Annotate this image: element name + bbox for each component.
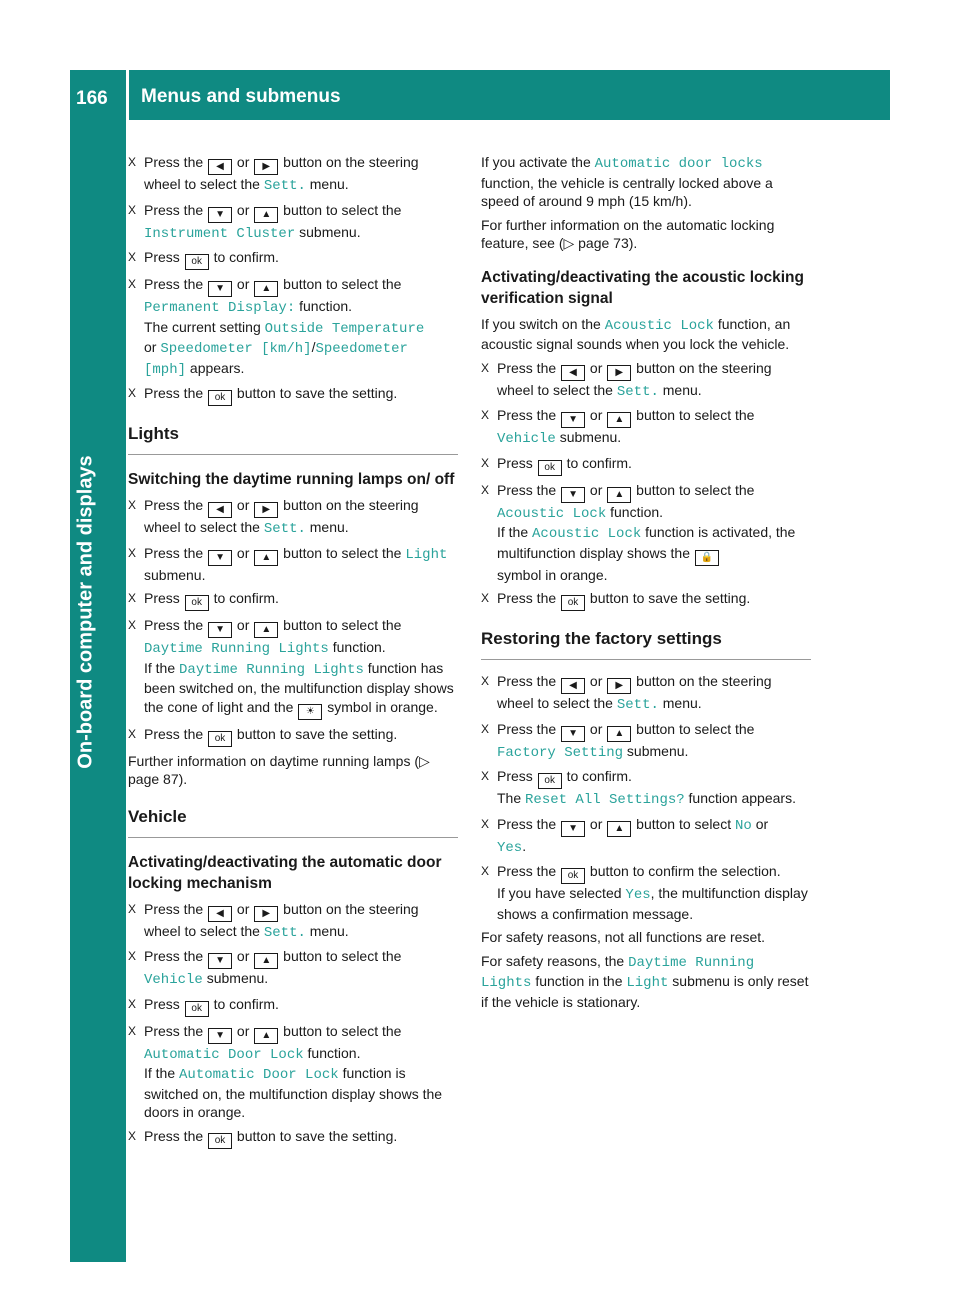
menu-code-automatic-door-lock: Automatic Door Lock (179, 1067, 339, 1083)
left-arrow-key-icon: ◀ (561, 678, 585, 694)
step-select-vehicle-submenu: X Press the ▼ or ▲ button to select the Vehicle submenu. (128, 948, 402, 988)
ok-key-icon: ok (185, 595, 209, 611)
step-marker-icon: X (481, 816, 490, 831)
ok-key-icon: ok (208, 1133, 232, 1149)
ok-key-icon: ok (561, 868, 585, 884)
step-confirm: X Press ok to confirm. (128, 995, 458, 1017)
right-arrow-key-icon: ▶ (254, 159, 278, 175)
subheading-automatic-door-locking: Activating/deactivating the automatic door locking mechanism (128, 853, 442, 892)
step-marker-icon: X (128, 202, 137, 217)
step-marker-icon: X (128, 545, 137, 560)
right-arrow-key-icon: ▶ (254, 906, 278, 922)
step-confirm: X Press ok to confirm. (128, 248, 458, 270)
lock-icon: 🔒 (695, 550, 719, 566)
up-arrow-key-icon: ▲ (254, 622, 278, 638)
step-marker-icon: X (128, 996, 137, 1011)
down-arrow-key-icon: ▼ (208, 281, 232, 297)
menu-code-no: No (735, 817, 752, 834)
menu-code-outside-temperature: Outside Temperature (264, 320, 425, 337)
step-select-yes-no: X Press the ▼ or ▲ button to select No or Yes. (481, 815, 769, 856)
menu-code-instrument-cluster: Instrument Cluster (144, 225, 296, 242)
up-arrow-key-icon: ▲ (254, 550, 278, 566)
down-arrow-key-icon: ▼ (561, 821, 585, 837)
step-select-sett-menu: X Press the ◀ or ▶ button on the steering wheel to select the Sett. menu. (128, 154, 419, 194)
menu-code-daytime-running-lights: Daytime Running Lights (144, 641, 329, 657)
step-marker-icon: X (128, 386, 137, 400)
menu-code-daytime-running-lights: Daytime Running Lights (179, 661, 364, 678)
right-arrow-key-icon: ▶ (254, 502, 278, 518)
up-arrow-key-icon: ▲ (254, 207, 278, 223)
step-save-setting: X Press the ok button to save the setting. (128, 1127, 458, 1149)
menu-code-sett: Sett. (263, 521, 306, 537)
step-marker-icon: X (128, 1128, 137, 1143)
up-arrow-key-icon: ▲ (254, 1028, 278, 1044)
step-marker-icon: X (128, 250, 137, 264)
step-marker-icon: X (128, 591, 137, 605)
menu-code-automatic-door-locks: Automatic door locks (594, 156, 763, 172)
ok-key-icon: ok (208, 390, 232, 406)
menu-code-light: Light (405, 546, 448, 563)
side-tab-title: On-board computer and displays (74, 455, 97, 769)
step-marker-icon: X (128, 901, 137, 916)
step-select-sett-menu: X Press the ◀ or ▶ button on the steering wheel to select the Sett. menu. (481, 359, 772, 400)
step-select-permanent-display: X Press the ▼ or ▲ button to select the Permanent Display: function. The current setting Outside Temperature or Speedometer [km/h]/Speedometer [mph] appears. (128, 276, 425, 378)
step-marker-icon: X (128, 618, 137, 632)
side-tab-marker (70, 866, 126, 922)
step-select-vehicle-submenu: X Press the ▼ or ▲ button to select the Vehicle submenu. (481, 407, 755, 447)
up-arrow-key-icon: ▲ (607, 412, 631, 428)
step-marker-icon: X (481, 591, 490, 605)
step-save-setting: X Press the ok button to save the setting. (481, 589, 811, 611)
step-select-sett-menu: X Press the ◀ or ▶ button on the steering wheel to select the Sett. menu. (128, 900, 419, 941)
step-marker-icon: X (128, 155, 137, 169)
left-arrow-key-icon: ◀ (561, 365, 585, 381)
subheading-daytime-running-lamps: Switching the daytime running lamps on/ off (128, 471, 455, 488)
page-number: 166 (76, 88, 108, 109)
step-select-daytime-running-lights: X Press the ▼ or ▲ button to select the Daytime Running Lights function. If the Daytime Running Lights function has been switched on, the multifunction display shows the cone of light and the ☀ symbol in orange. (128, 616, 458, 720)
down-arrow-key-icon: ▼ (208, 550, 232, 566)
step-confirm: X Press ok to confirm. (481, 454, 811, 476)
down-arrow-key-icon: ▼ (208, 207, 232, 223)
right-arrow-key-icon: ▶ (607, 678, 631, 694)
menu-code-sett: Sett. (263, 178, 306, 194)
step-save-setting: X Press the ok button to save the setting. (128, 384, 458, 406)
menu-code-reset-all-settings: Reset All Settings? (525, 792, 685, 808)
menu-code-acoustic-lock: Acoustic Lock (532, 526, 642, 542)
step-marker-icon: X (481, 769, 490, 783)
step-select-sett-menu: X Press the ◀ or ▶ button on the steering wheel to select the Sett. menu. (128, 497, 419, 537)
safety-note: For safety reasons, not all functions are reset. (481, 929, 766, 945)
right-column (481, 153, 811, 1016)
menu-code-vehicle: Vehicle (497, 431, 556, 447)
section-heading-vehicle: Vehicle (128, 807, 458, 838)
step-confirm-reset: X Press ok to confirm. The Reset All Settings? function appears. (481, 768, 796, 808)
step-select-factory-setting: X Press the ▼ or ▲ button to select the Factory Setting submenu. (481, 720, 755, 761)
light-cone-icon: ☀ (298, 704, 322, 720)
step-marker-icon: X (128, 726, 137, 741)
left-arrow-key-icon: ◀ (208, 502, 232, 518)
step-marker-icon: X (128, 277, 137, 291)
menu-code-light: Light (626, 975, 669, 991)
left-arrow-key-icon: ◀ (208, 906, 232, 922)
step-confirm-selection: X Press the ok button to confirm the selection. If you have selected Yes, the multifunction display shows a confirmation message. (481, 863, 808, 922)
section-heading-lights: Lights (128, 424, 458, 455)
down-arrow-key-icon: ▼ (208, 622, 232, 638)
step-marker-icon: X (128, 1023, 137, 1038)
step-marker-icon: X (481, 482, 490, 497)
step-marker-icon: X (481, 455, 490, 470)
step-marker-icon: X (481, 408, 490, 422)
menu-code-acoustic-lock: Acoustic Lock (604, 317, 714, 334)
up-arrow-key-icon: ▲ (607, 726, 631, 742)
header-divider (126, 70, 129, 120)
up-arrow-key-icon: ▲ (254, 953, 278, 969)
down-arrow-key-icon: ▼ (208, 1028, 232, 1044)
down-arrow-key-icon: ▼ (561, 726, 585, 742)
step-marker-icon: X (128, 949, 137, 963)
step-marker-icon: X (481, 864, 490, 878)
down-arrow-key-icon: ▼ (561, 487, 585, 503)
acoustic-lock-paragraph: If you switch on the Acoustic Lock function, an acoustic signal sounds when you lock the vehicle. (481, 315, 791, 352)
page-title: Menus and submenus (141, 86, 341, 107)
daytime-lamps-note: Further information on daytime running lamps (▷ page 87). (128, 752, 430, 787)
step-select-light-submenu: X Press the ▼ or ▲ button to select the Light submenu. (128, 544, 448, 583)
menu-code-acoustic-lock: Acoustic Lock (497, 505, 607, 522)
step-save-setting: X Press the ok button to save the setting. (128, 725, 458, 747)
subheading-acoustic-locking: Activating/deactivating the acoustic locking verification signal (481, 268, 804, 307)
automatic-locking-reference: For further information on the automatic locking feature, see (▷ page 73). (481, 216, 775, 251)
menu-code-sett: Sett. (616, 697, 659, 713)
section-heading-factory-settings: Restoring the factory settings (481, 629, 811, 660)
menu-code-yes: Yes (625, 887, 651, 903)
step-confirm: X Press ok to confirm. (128, 589, 458, 611)
left-arrow-key-icon: ◀ (208, 159, 232, 175)
safety-note-daytime-lights: For safety reasons, the Daytime Running Lights function in the Light submenu is only reset if the vehicle is stationary. (481, 952, 809, 1010)
menu-code-sett: Sett. (263, 924, 306, 941)
step-select-acoustic-lock: X Press the ▼ or ▲ button to select the Acoustic Lock function. If the Acoustic Lock function is activated, the multifunction display shows the 🔒 symbol in orange. (481, 481, 796, 583)
menu-code-factory-setting: Factory Setting (497, 744, 624, 761)
menu-code-speedometer-mph: Speedometer [mph] (144, 341, 408, 378)
menu-code-daytime-running-lights: Daytime Running Lights (481, 954, 755, 991)
ok-key-icon: ok (185, 1001, 209, 1017)
menu-code-automatic-door-lock: Automatic Door Lock (144, 1046, 304, 1063)
ok-key-icon: ok (538, 460, 562, 476)
step-select-automatic-door-lock: X Press the ▼ or ▲ button to select the Automatic Door Lock function. If the Automatic Door Lock function is switched on, the multifunction display shows the doors in orange. (128, 1022, 443, 1120)
menu-code-yes: Yes (497, 839, 523, 856)
up-arrow-key-icon: ▲ (607, 821, 631, 837)
step-marker-icon: X (128, 498, 137, 512)
step-marker-icon: X (481, 721, 490, 736)
menu-code-permanent-display: Permanent Display: (144, 300, 296, 316)
step-marker-icon: X (481, 360, 490, 375)
automatic-door-locks-paragraph: If you activate the Automatic door locks function, the vehicle is centrally locked above a speed of around 9 mph (15 km/h). (481, 154, 773, 209)
down-arrow-key-icon: ▼ (561, 412, 585, 428)
step-select-sett-menu: X Press the ◀ or ▶ button on the steering wheel to select the Sett. menu. (481, 673, 772, 713)
up-arrow-key-icon: ▲ (607, 487, 631, 503)
step-marker-icon: X (481, 674, 490, 688)
ok-key-icon: ok (538, 773, 562, 789)
ok-key-icon: ok (185, 254, 209, 270)
left-column (128, 153, 458, 1154)
ok-key-icon: ok (208, 731, 232, 747)
up-arrow-key-icon: ▲ (254, 281, 278, 297)
menu-code-vehicle: Vehicle (144, 972, 203, 988)
right-arrow-key-icon: ▶ (607, 365, 631, 381)
down-arrow-key-icon: ▼ (208, 953, 232, 969)
step-select-instrument-cluster: X Press the ▼ or ▲ button to select the Instrument Cluster submenu. (128, 201, 402, 242)
menu-code-sett: Sett. (616, 383, 659, 400)
menu-code-speedometer-kmh: Speedometer [km/h] (160, 341, 312, 357)
ok-key-icon: ok (561, 595, 585, 611)
